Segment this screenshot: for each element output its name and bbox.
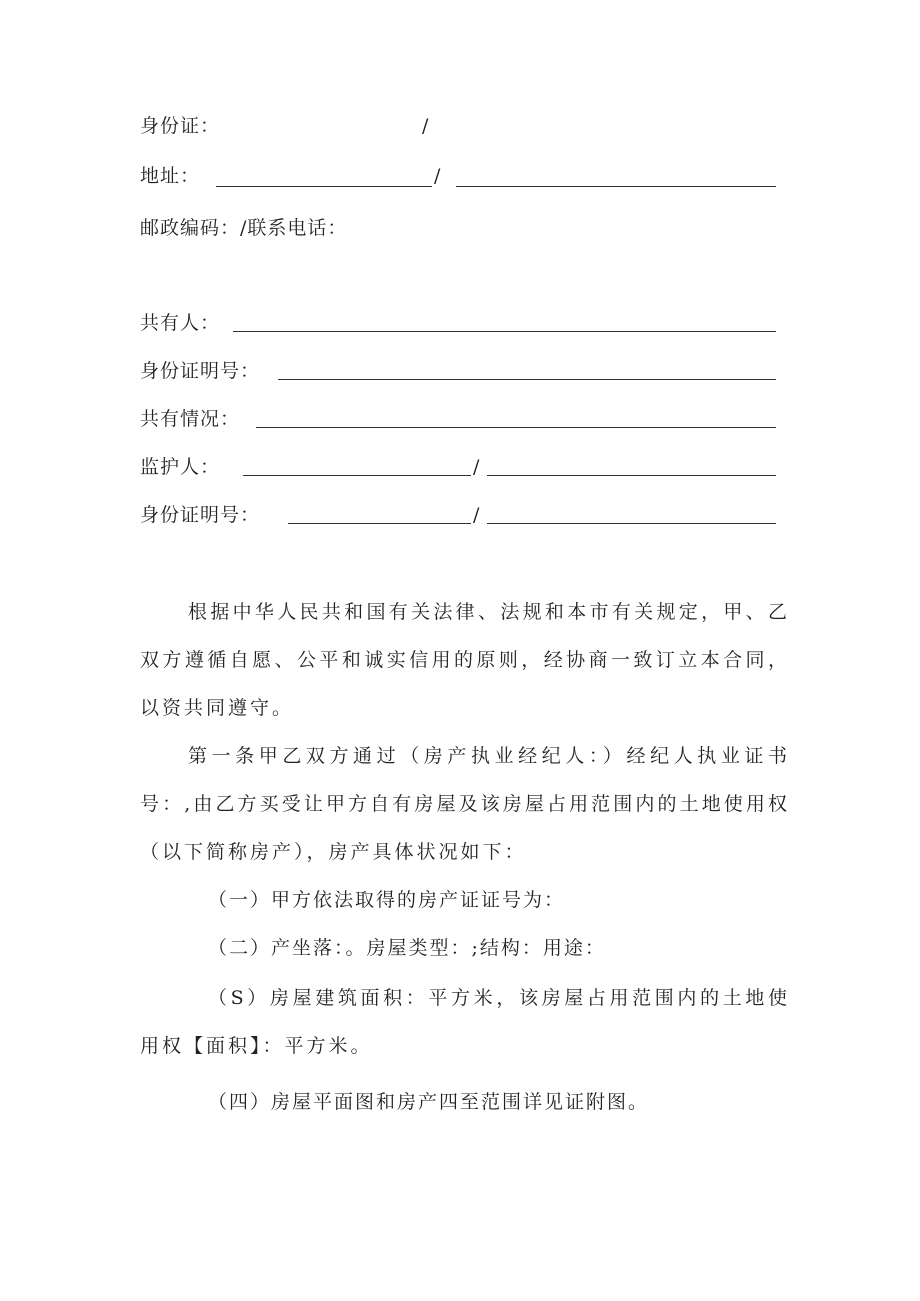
id-number-field-1[interactable] <box>278 379 776 380</box>
postal-phone-label: 邮政编码：/联系电话： <box>140 217 348 239</box>
address-label: 地址： <box>140 165 201 187</box>
item-3: （S）房屋建筑面积：平方米，该房屋占用范围内的土地使用权【面积】：平方米。 <box>140 987 790 1057</box>
item-2: （二）产坐落：。房屋类型：;结构：用途： <box>208 937 606 959</box>
guardian-field-2[interactable] <box>487 475 776 476</box>
id-card-separator: / <box>422 115 429 137</box>
id-number-field-2b[interactable] <box>487 523 776 524</box>
item-1: （一）甲方依法取得的房产证证号为： <box>208 889 566 911</box>
id-number-label-1: 身份证明号： <box>140 360 261 382</box>
address-field-1[interactable] <box>216 186 432 187</box>
address-separator: / <box>434 165 441 187</box>
guardian-separator: / <box>473 456 480 478</box>
item-4: （四）房屋平面图和房产四至范围详见证附图。 <box>208 1091 650 1113</box>
co-owner-label: 共有人： <box>140 312 221 334</box>
article-1-paragraph: 第一条甲乙双方通过（房产执业经纪人：）经纪人执业证书号：,由乙方买受让甲方自有房屋及该房屋占用范围内的土地使用权（以下简称房产），房产具体状况如下： <box>140 745 790 863</box>
id-number-field-2a[interactable] <box>288 523 471 524</box>
guardian-field-1[interactable] <box>243 475 471 476</box>
id-number-label-2: 身份证明号： <box>140 504 261 526</box>
guardian-label: 监护人： <box>140 456 221 478</box>
co-ownership-field[interactable] <box>256 427 776 428</box>
co-owner-field[interactable] <box>233 331 776 332</box>
address-field-2[interactable] <box>456 186 776 187</box>
co-ownership-label: 共有情况： <box>140 408 241 430</box>
id-card-label: 身份证： <box>140 115 221 137</box>
preamble-paragraph: 根据中华人民共和国有关法律、法规和本市有关规定，甲、乙双方遵循自愿、公平和诚实信用的原则，经协商一致订立本合同，以资共同遵守。 <box>140 601 790 719</box>
id-number-separator: / <box>473 504 480 526</box>
